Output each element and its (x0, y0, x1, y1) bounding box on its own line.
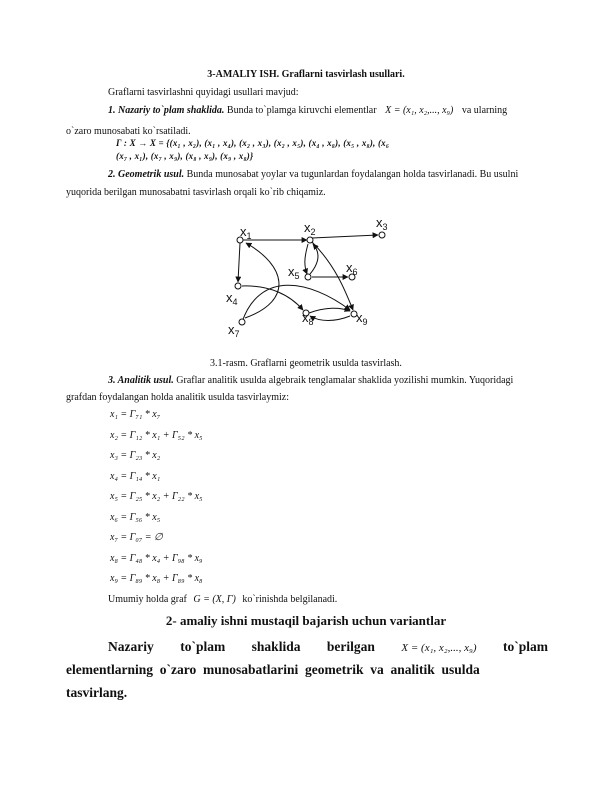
task-line-2: elementlarning o`zaro munosabatlarini geometrik va analitik usulda (66, 662, 480, 677)
task-word-1: Nazariy (108, 639, 154, 654)
equation-4: x₄ = Γ₁₄ * x₁ (110, 471, 161, 482)
general-text-b: ko`rinishda belgilanadi. (242, 594, 338, 605)
page-title: 3-AMALIY ISH. Graflarni tasvirlash usullari. (207, 69, 405, 80)
task-word-3: shaklida (251, 639, 301, 654)
equation-6: x₆ = Γ₅₆ * x₅ (110, 512, 161, 523)
item1-heading: 1. Nazariy to`plam shaklida. (108, 105, 225, 116)
equation-1: x₁ = Γ₇₁ * x₇ (110, 409, 161, 420)
node-x4 (235, 283, 241, 289)
item1-text-b: va ularning (461, 105, 508, 116)
item1-formula: X = (x₁, x₂,..., x₉) (385, 105, 454, 116)
node-x7 (239, 319, 245, 325)
item3-text-b: grafdan foydalangan holda analitik usulda tasvirlaymiz: (66, 392, 289, 403)
node-x2 (307, 237, 313, 243)
edge-x9-x8 (310, 316, 350, 321)
edge-x2-x9 (312, 242, 353, 310)
edge-x7-x1 (245, 243, 279, 318)
intro-text: Graflarni tasvirlashni quyidagi usullari mavjud: (108, 87, 299, 98)
item2-paragraph (108, 168, 518, 181)
edge-x1-x4 (238, 243, 240, 282)
item1-paragraph (108, 104, 588, 117)
figure-caption: 3.1-rasm. Graflarni geometrik usulda tasvirlash. (210, 358, 402, 369)
edge-x2-x5 (305, 244, 308, 274)
label-x2: $x_2$ (304, 220, 316, 237)
label-x7: $x_7$ (228, 322, 240, 339)
equation-9: x₉ = Γ₈₉ * x₈ + Γ₈₉ * x₈ (110, 573, 203, 584)
equation-3: x₃ = Γ₂₃ * x₂ (110, 450, 161, 461)
task-word-2: to`plam (180, 639, 226, 654)
equation-8: x₈ = Γ₄₈ * x₄ + Γ₉₈ * x₉ (110, 553, 203, 564)
task-heading: 2- amaliy ishni mustaqil bajarish uchun variantlar (165, 613, 447, 628)
label-x4: $x_4$ (226, 290, 238, 307)
label-x9: $x_9$ (356, 310, 368, 327)
task-line-3: tasvirlang. (66, 685, 128, 700)
edge-x8-x9 (309, 308, 350, 313)
label-x1: $x_1$ (240, 224, 252, 241)
item1-text-c: o`zaro munosabati ko`rsatiladi. (66, 126, 191, 137)
item2-heading: 2. Geometrik usul. (108, 169, 185, 180)
equation-5: x₅ = Γ₂₅ * x₂ + Γ₂₂ * x₅ (110, 491, 203, 502)
item3-paragraph (108, 374, 513, 387)
item3-text-a: Graflar analitik usulda algebraik tenglamalar shaklida yozilishi mumkin. Yuqoridagi (176, 375, 514, 386)
edge-x5-x2 (310, 244, 318, 274)
label-x6: $x_6$ (346, 260, 358, 277)
edge-x2-x3 (312, 235, 378, 238)
general-line (108, 593, 337, 606)
general-formula: G = (X, Γ) (193, 594, 236, 605)
node-x5 (305, 274, 311, 280)
graph-figure (200, 210, 430, 340)
task-word-4: berilgan (326, 639, 375, 654)
edge-x4-x8 (242, 286, 303, 310)
item1-text-a: Bunda to`plamga kiruvchi elementlar (226, 105, 377, 116)
item2-text-b: yuqorida berilgan munosabatni tasvirlash orqali ko`rib chiqamiz. (66, 187, 326, 198)
task-line-1 (108, 639, 548, 655)
label-x5: $x_5$ (288, 264, 300, 281)
mapping-line-2: (x₇ , x₁), (x₇ , x₉), (x₈ , x₉), (x₉ , x₈)} (116, 151, 254, 161)
mapping-line-1: Γ : X → X = {(x₁ , x₂), (x₁ , x₄), (x₂ , x₃), (x₂ , x₅), (x₄ , x₈), (x₅ , x₈), (x₆ (116, 138, 390, 148)
label-x8: $x_8$ (302, 310, 314, 327)
item2-text-a: Bunda munosabat yoylar va tugunlardan foydalangan holda tasvirlanadi. Bu usulni (186, 169, 519, 180)
general-text-a: Umumiy holda graf (108, 594, 187, 605)
task-formula: X = (x₁, x₂,..., x₉) (401, 642, 477, 654)
equation-7: x₇ = Γ₀₇ = ∅ (110, 532, 163, 543)
node-x3 (379, 232, 385, 238)
task-word-5: to`plam (502, 639, 548, 654)
equation-2: x₂ = Γ₁₂ * x₁ + Γ₅₂ * x₅ (110, 430, 203, 441)
label-x3: $x_3$ (376, 215, 388, 232)
item3-heading: 3. Analitik usul. (108, 375, 174, 386)
